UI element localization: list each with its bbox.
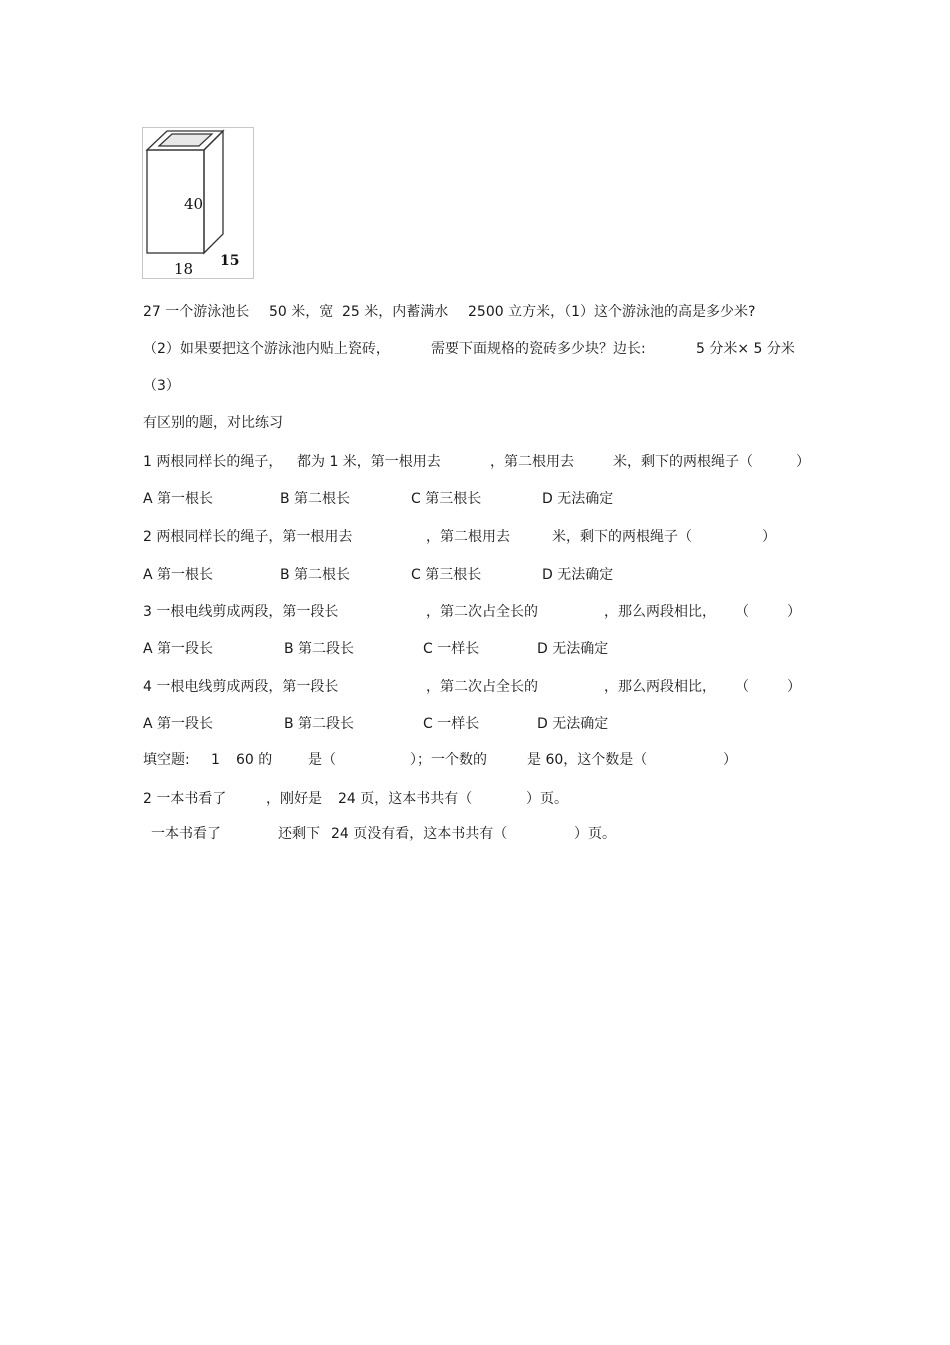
fill-blank-2-c: 24 页，这本书共有（ — [338, 791, 473, 807]
cuboid-drawing — [142, 127, 254, 279]
q27-line2-b: 需要下面规格的瓷砖多少块？边长: — [431, 341, 646, 357]
problem-4-a: 4 一根电线剪成两段，第一段长 — [143, 679, 339, 695]
problem-3-c: ，那么两段相比， — [604, 604, 716, 620]
fill-blank-3-a: 一本书看了 — [151, 826, 221, 842]
problem-3-b: ，第二次占全长的 — [426, 604, 538, 620]
problem-3-e: ） — [787, 604, 801, 620]
problem-2-c: 米，剩下的两根绳子（ — [552, 529, 692, 545]
fill-blank-1-d: 是（ — [308, 752, 336, 768]
fill-blank-2-b: ，刚好是 — [266, 791, 322, 807]
width-label: 15 — [220, 253, 240, 269]
problem-1-option-a: A 第一根长 — [143, 491, 214, 507]
problem-3-option-b: B 第二段长 — [284, 641, 355, 657]
fill-blank-1-c: 60 的 — [236, 752, 273, 768]
q27-line1-b: 50 米，宽 — [269, 304, 334, 320]
problem-1-e: ） — [796, 454, 810, 470]
problem-4-option-d: D 无法确定 — [537, 716, 609, 732]
length-label: 18 — [174, 260, 194, 278]
problem-3-option-d: D 无法确定 — [537, 641, 609, 657]
problem-3-option-a: A 第一段长 — [143, 641, 214, 657]
problem-4-b: ，第二次占全长的 — [426, 679, 538, 695]
fill-blank-2-a: 2 一本书看了 — [143, 791, 227, 807]
height-label: 40 — [184, 195, 204, 213]
problem-2-b: ，第二根用去 — [426, 529, 510, 545]
problem-1-option-c: C 第三根长 — [411, 491, 482, 507]
problem-4-option-c: C 一样长 — [423, 716, 480, 732]
problem-2-option-a: A 第一根长 — [143, 567, 214, 583]
problem-2-d: ） — [762, 529, 776, 545]
q27-line1-a: 27 一个游泳池长 — [143, 304, 250, 320]
problem-3-a: 3 一根电线剪成两段，第一段长 — [143, 604, 339, 620]
fill-blank-1-b: 1 — [211, 752, 220, 768]
fill-blank-3-b: 还剩下 — [278, 826, 320, 842]
q27-line1-d: 2500 立方米，（1）这个游泳池的高是多少米? — [468, 304, 756, 320]
q27-line2-c: 5 分米× 5 分米 — [696, 341, 795, 357]
problem-1-option-b: B 第二根长 — [280, 491, 351, 507]
fill-blank-1-g: ） — [723, 752, 737, 768]
problem-2-option-b: B 第二根长 — [280, 567, 351, 583]
problem-4-e: ） — [787, 679, 801, 695]
problem-1-a: 1 两根同样长的绳子， — [143, 454, 283, 470]
problem-4-c: ，那么两段相比， — [604, 679, 716, 695]
problem-1-option-d: D 无法确定 — [542, 491, 614, 507]
problem-3-option-c: C 一样长 — [423, 641, 480, 657]
cuboid-figure — [142, 127, 254, 279]
problem-4-d: （ — [735, 679, 749, 695]
fill-blank-3-d: ）页。 — [574, 826, 616, 842]
problem-2-a: 2 两根同样长的绳子，第一根用去 — [143, 529, 353, 545]
problem-2-option-d: D 无法确定 — [542, 567, 614, 583]
fill-blank-1-e: ）；一个数的 — [410, 752, 487, 768]
problem-3-d: （ — [735, 604, 749, 620]
problem-4-option-b: B 第二段长 — [284, 716, 355, 732]
fill-blank-3-c: 24 页没有看，这本书共有（ — [331, 826, 508, 842]
q27-line3-text: （3） — [143, 378, 180, 394]
problem-4-option-a: A 第一段长 — [143, 716, 214, 732]
fill-blank-1-a: 填空题: — [143, 752, 190, 768]
q27-line1-c: 25 米，内蓄满水 — [342, 304, 449, 320]
problem-2-option-c: C 第三根长 — [411, 567, 482, 583]
problem-1-b: 都为 1 米，第一根用去 — [297, 454, 441, 470]
section-title-text: 有区别的题，对比练习 — [143, 415, 283, 431]
fill-blank-2-d: ）页。 — [526, 791, 568, 807]
problem-1-c: ，第二根用去 — [490, 454, 574, 470]
q27-line2-a: （2）如果要把这个游泳池内贴上瓷砖， — [143, 341, 390, 357]
problem-1-d: 米，剩下的两根绳子（ — [613, 454, 753, 470]
fill-blank-1-f: 是 60，这个数是（ — [527, 752, 648, 768]
